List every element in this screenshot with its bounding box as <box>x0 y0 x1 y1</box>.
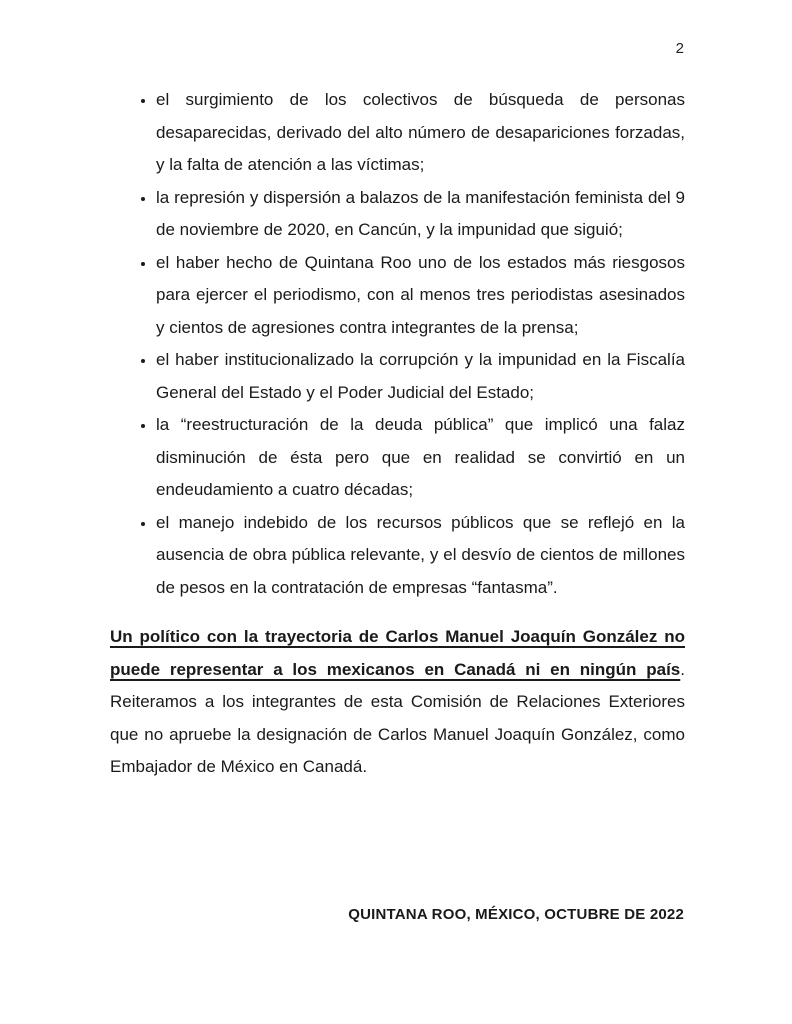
closing-body: . Reiteramos a los integrantes de esta Comisión de Relaciones Exteriores que no apruebe la designación de Carlos Manuel Joaquín González, como Embajador de México en Canadá. <box>110 659 685 776</box>
closing-paragraph <box>110 621 685 784</box>
page-number: 2 <box>675 40 684 57</box>
closing-emphasis: Un político con la trayectoria de Carlos Manuel Joaquín González no puede representar a los mexicanos en Canadá ni en ningún país <box>110 627 685 679</box>
bullet-list <box>110 84 685 604</box>
bullet-item: • la “reestructuración de la deuda pública” que implicó una falaz disminución de ésta pero que en realidad se convirtió en un endeudamiento a cuatro décadas; <box>156 409 685 507</box>
bullet-item: • el surgimiento de los colectivos de búsqueda de personas desaparecidas, derivado del alto número de desapariciones forzadas, y la falta de atención a las víctimas; <box>156 84 685 182</box>
bullet-item: • el haber institucionalizado la corrupción y la impunidad en la Fiscalía General del Estado y el Poder Judicial del Estado; <box>156 344 685 409</box>
dateline: QUINTANA ROO, MÉXICO, OCTUBRE DE 2022 <box>348 906 684 923</box>
bullet-item: • el haber hecho de Quintana Roo uno de los estados más riesgosos para ejercer el periodismo, con al menos tres periodistas asesinados y cientos de agresiones contra integrantes de la prensa; <box>156 247 685 345</box>
bullet-item: • el manejo indebido de los recursos públicos que se reflejó en la ausencia de obra pública relevante, y el desvío de cientos de millones de pesos en la contratación de empresas “fantasma”. <box>156 507 685 605</box>
bullet-item: • la represión y dispersión a balazos de la manifestación feminista del 9 de noviembre de 2020, en Cancún, y la impunidad que siguió; <box>156 182 685 247</box>
